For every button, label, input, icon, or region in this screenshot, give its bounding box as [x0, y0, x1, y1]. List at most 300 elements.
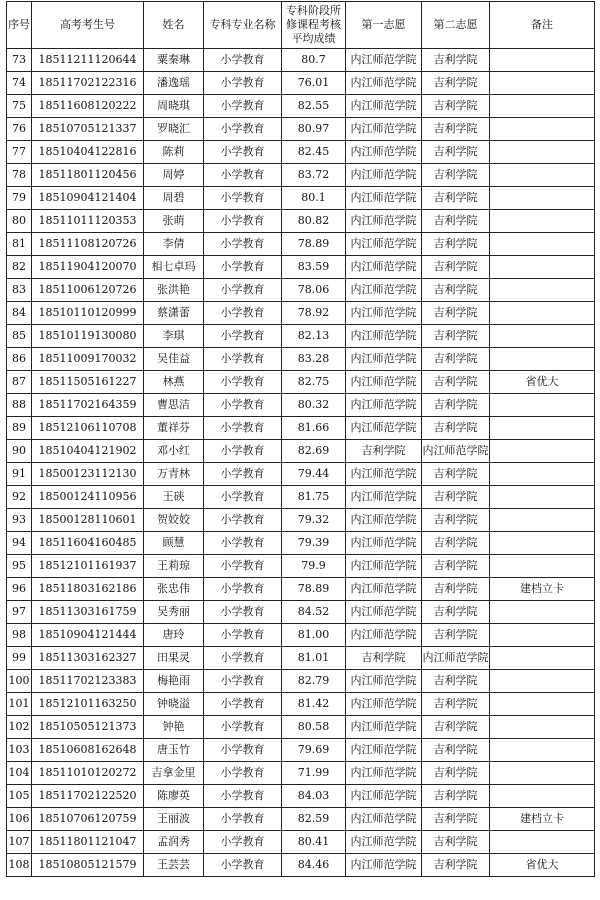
cell-score: 80.58 [282, 716, 346, 739]
cell-remark [490, 210, 595, 233]
cell-major: 小学教育 [204, 440, 282, 463]
cell-second-choice: 吉利学院 [422, 762, 490, 785]
cell-name: 李琪 [144, 325, 204, 348]
cell-second-choice: 内江师范学院 [422, 647, 490, 670]
cell-second-choice: 吉利学院 [422, 233, 490, 256]
cell-exam-no: 18511803162186 [32, 578, 144, 601]
cell-remark [490, 647, 595, 670]
table-row [7, 624, 595, 647]
table-row [7, 72, 595, 95]
cell-second-choice: 吉利学院 [422, 854, 490, 877]
cell-exam-no: 18511006120726 [32, 279, 144, 302]
cell-second-choice: 吉利学院 [422, 716, 490, 739]
cell-exam-no: 18511801121047 [32, 831, 144, 854]
cell-second-choice: 吉利学院 [422, 555, 490, 578]
cell-second-choice: 吉利学院 [422, 141, 490, 164]
cell-seq: 86 [7, 348, 32, 371]
cell-score: 80.82 [282, 210, 346, 233]
cell-score: 82.13 [282, 325, 346, 348]
cell-major: 小学教育 [204, 854, 282, 877]
table-row [7, 831, 595, 854]
cell-score: 78.89 [282, 233, 346, 256]
cell-exam-no: 18512101161937 [32, 555, 144, 578]
cell-remark [490, 601, 595, 624]
cell-first-choice: 内江师范学院 [346, 233, 422, 256]
cell-second-choice: 吉利学院 [422, 210, 490, 233]
cell-score: 79.69 [282, 739, 346, 762]
cell-major: 小学教育 [204, 118, 282, 141]
cell-first-choice: 吉利学院 [346, 440, 422, 463]
cell-name: 相七卓玛 [144, 256, 204, 279]
header-row [7, 2, 595, 49]
cell-seq: 99 [7, 647, 32, 670]
cell-seq: 108 [7, 854, 32, 877]
cell-seq: 75 [7, 95, 32, 118]
cell-second-choice: 吉利学院 [422, 463, 490, 486]
cell-score: 82.59 [282, 808, 346, 831]
table-row [7, 210, 595, 233]
cell-remark [490, 693, 595, 716]
table-row [7, 233, 595, 256]
cell-remark [490, 256, 595, 279]
cell-name: 梅艳雨 [144, 670, 204, 693]
cell-exam-no: 18511011120353 [32, 210, 144, 233]
cell-major: 小学教育 [204, 394, 282, 417]
cell-first-choice: 内江师范学院 [346, 72, 422, 95]
cell-second-choice: 吉利学院 [422, 509, 490, 532]
cell-first-choice: 内江师范学院 [346, 95, 422, 118]
cell-seq: 103 [7, 739, 32, 762]
cell-name: 张忠伟 [144, 578, 204, 601]
cell-major: 小学教育 [204, 693, 282, 716]
table-row [7, 49, 595, 72]
cell-seq: 76 [7, 118, 32, 141]
table-row [7, 348, 595, 371]
cell-major: 小学教育 [204, 187, 282, 210]
cell-exam-no: 18512101163250 [32, 693, 144, 716]
cell-seq: 101 [7, 693, 32, 716]
cell-name: 王莉琼 [144, 555, 204, 578]
cell-remark [490, 49, 595, 72]
cell-name: 孟润秀 [144, 831, 204, 854]
cell-major: 小学教育 [204, 739, 282, 762]
cell-remark: 建档立卡 [490, 808, 595, 831]
cell-major: 小学教育 [204, 624, 282, 647]
cell-score: 78.89 [282, 578, 346, 601]
cell-seq: 104 [7, 762, 32, 785]
cell-seq: 100 [7, 670, 32, 693]
cell-second-choice: 内江师范学院 [422, 440, 490, 463]
table-row [7, 785, 595, 808]
cell-name: 吴秀丽 [144, 601, 204, 624]
admission-table [6, 1, 595, 877]
cell-seq: 90 [7, 440, 32, 463]
cell-seq: 97 [7, 601, 32, 624]
header-major: 专科专业名称 [204, 2, 282, 49]
cell-major: 小学教育 [204, 325, 282, 348]
header-second-choice: 第二志愿 [422, 2, 490, 49]
cell-score: 83.72 [282, 164, 346, 187]
cell-second-choice: 吉利学院 [422, 256, 490, 279]
cell-major: 小学教育 [204, 670, 282, 693]
cell-first-choice: 内江师范学院 [346, 739, 422, 762]
cell-first-choice: 内江师范学院 [346, 785, 422, 808]
cell-exam-no: 18511303161759 [32, 601, 144, 624]
cell-major: 小学教育 [204, 210, 282, 233]
cell-major: 小学教育 [204, 532, 282, 555]
cell-first-choice: 内江师范学院 [346, 486, 422, 509]
cell-remark [490, 463, 595, 486]
cell-second-choice: 吉利学院 [422, 302, 490, 325]
cell-score: 84.46 [282, 854, 346, 877]
cell-seq: 78 [7, 164, 32, 187]
table-row [7, 463, 595, 486]
cell-exam-no: 18510110120999 [32, 302, 144, 325]
table-row [7, 95, 595, 118]
cell-remark [490, 831, 595, 854]
cell-name: 王芸芸 [144, 854, 204, 877]
cell-remark [490, 532, 595, 555]
cell-score: 84.03 [282, 785, 346, 808]
cell-score: 80.97 [282, 118, 346, 141]
cell-remark: 省优大 [490, 371, 595, 394]
cell-remark [490, 716, 595, 739]
cell-exam-no: 18512106110708 [32, 417, 144, 440]
cell-name: 曹思洁 [144, 394, 204, 417]
cell-name: 林燕 [144, 371, 204, 394]
cell-score: 79.9 [282, 555, 346, 578]
cell-first-choice: 内江师范学院 [346, 854, 422, 877]
cell-exam-no: 18511604160485 [32, 532, 144, 555]
cell-second-choice: 吉利学院 [422, 279, 490, 302]
cell-exam-no: 18511702164359 [32, 394, 144, 417]
cell-first-choice: 内江师范学院 [346, 555, 422, 578]
cell-seq: 79 [7, 187, 32, 210]
table-row [7, 302, 595, 325]
cell-second-choice: 吉利学院 [422, 670, 490, 693]
cell-seq: 94 [7, 532, 32, 555]
cell-second-choice: 吉利学院 [422, 371, 490, 394]
cell-second-choice: 吉利学院 [422, 164, 490, 187]
cell-second-choice: 吉利学院 [422, 785, 490, 808]
cell-remark [490, 555, 595, 578]
cell-seq: 95 [7, 555, 32, 578]
cell-name: 吴佳益 [144, 348, 204, 371]
cell-exam-no: 18511702123383 [32, 670, 144, 693]
cell-seq: 85 [7, 325, 32, 348]
cell-remark [490, 624, 595, 647]
cell-second-choice: 吉利学院 [422, 325, 490, 348]
cell-score: 78.92 [282, 302, 346, 325]
cell-second-choice: 吉利学院 [422, 348, 490, 371]
cell-seq: 93 [7, 509, 32, 532]
cell-seq: 88 [7, 394, 32, 417]
cell-exam-no: 18511505161227 [32, 371, 144, 394]
table-row [7, 854, 595, 877]
cell-major: 小学教育 [204, 716, 282, 739]
cell-first-choice: 吉利学院 [346, 647, 422, 670]
cell-remark [490, 118, 595, 141]
cell-remark [490, 233, 595, 256]
cell-seq: 77 [7, 141, 32, 164]
cell-remark [490, 486, 595, 509]
cell-second-choice: 吉利学院 [422, 95, 490, 118]
cell-major: 小学教育 [204, 72, 282, 95]
cell-second-choice: 吉利学院 [422, 808, 490, 831]
cell-first-choice: 内江师范学院 [346, 210, 422, 233]
cell-second-choice: 吉利学院 [422, 532, 490, 555]
cell-score: 81.75 [282, 486, 346, 509]
cell-remark [490, 785, 595, 808]
cell-first-choice: 内江师范学院 [346, 302, 422, 325]
cell-remark [490, 417, 595, 440]
cell-first-choice: 内江师范学院 [346, 394, 422, 417]
cell-remark [490, 739, 595, 762]
cell-exam-no: 18511303162327 [32, 647, 144, 670]
cell-name: 周婷 [144, 164, 204, 187]
cell-first-choice: 内江师范学院 [346, 808, 422, 831]
cell-exam-no: 18510404121902 [32, 440, 144, 463]
cell-exam-no: 18510706120759 [32, 808, 144, 831]
cell-first-choice: 内江师范学院 [346, 417, 422, 440]
cell-remark: 省优大 [490, 854, 595, 877]
table-row [7, 578, 595, 601]
cell-score: 82.55 [282, 95, 346, 118]
cell-remark: 建档立卡 [490, 578, 595, 601]
cell-seq: 89 [7, 417, 32, 440]
cell-seq: 84 [7, 302, 32, 325]
table-row [7, 394, 595, 417]
cell-exam-no: 18500128110601 [32, 509, 144, 532]
cell-name: 吉拿金里 [144, 762, 204, 785]
cell-first-choice: 内江师范学院 [346, 187, 422, 210]
table-row [7, 509, 595, 532]
cell-first-choice: 内江师范学院 [346, 670, 422, 693]
cell-major: 小学教育 [204, 486, 282, 509]
cell-seq: 107 [7, 831, 32, 854]
cell-exam-no: 18511608120222 [32, 95, 144, 118]
header-name: 姓名 [144, 2, 204, 49]
cell-name: 董祥芬 [144, 417, 204, 440]
cell-remark [490, 325, 595, 348]
cell-name: 邓小红 [144, 440, 204, 463]
cell-remark [490, 440, 595, 463]
cell-name: 潘逸瑶 [144, 72, 204, 95]
cell-score: 79.39 [282, 532, 346, 555]
cell-second-choice: 吉利学院 [422, 486, 490, 509]
table-row [7, 279, 595, 302]
cell-name: 贺姣姣 [144, 509, 204, 532]
cell-second-choice: 吉利学院 [422, 49, 490, 72]
cell-name: 张萌 [144, 210, 204, 233]
cell-first-choice: 内江师范学院 [346, 371, 422, 394]
cell-remark [490, 164, 595, 187]
table-row [7, 808, 595, 831]
cell-seq: 73 [7, 49, 32, 72]
cell-exam-no: 18510705121337 [32, 118, 144, 141]
cell-first-choice: 内江师范学院 [346, 578, 422, 601]
cell-seq: 106 [7, 808, 32, 831]
cell-second-choice: 吉利学院 [422, 394, 490, 417]
cell-score: 79.44 [282, 463, 346, 486]
cell-seq: 82 [7, 256, 32, 279]
cell-major: 小学教育 [204, 762, 282, 785]
cell-name: 陈廖英 [144, 785, 204, 808]
table-row [7, 647, 595, 670]
cell-first-choice: 内江师范学院 [346, 831, 422, 854]
cell-first-choice: 内江师范学院 [346, 348, 422, 371]
cell-score: 83.59 [282, 256, 346, 279]
cell-major: 小学教育 [204, 808, 282, 831]
cell-remark [490, 279, 595, 302]
cell-name: 唐玉竹 [144, 739, 204, 762]
header-exam-no: 高考考生号 [32, 2, 144, 49]
cell-score: 80.7 [282, 49, 346, 72]
cell-name: 李倩 [144, 233, 204, 256]
cell-seq: 91 [7, 463, 32, 486]
cell-remark [490, 187, 595, 210]
cell-seq: 96 [7, 578, 32, 601]
table-body [7, 49, 595, 877]
cell-remark [490, 302, 595, 325]
cell-major: 小学教育 [204, 371, 282, 394]
cell-exam-no: 18510904121404 [32, 187, 144, 210]
cell-exam-no: 18510404122816 [32, 141, 144, 164]
cell-exam-no: 18511801120456 [32, 164, 144, 187]
cell-score: 80.1 [282, 187, 346, 210]
cell-name: 周晓琪 [144, 95, 204, 118]
cell-exam-no: 18500123112130 [32, 463, 144, 486]
cell-first-choice: 内江师范学院 [346, 532, 422, 555]
table-row [7, 164, 595, 187]
cell-first-choice: 内江师范学院 [346, 716, 422, 739]
cell-exam-no: 18510805121579 [32, 854, 144, 877]
cell-major: 小学教育 [204, 647, 282, 670]
table-row [7, 417, 595, 440]
table-row [7, 555, 595, 578]
cell-major: 小学教育 [204, 95, 282, 118]
cell-major: 小学教育 [204, 831, 282, 854]
cell-second-choice: 吉利学院 [422, 739, 490, 762]
cell-score: 81.00 [282, 624, 346, 647]
cell-exam-no: 18511009170032 [32, 348, 144, 371]
cell-exam-no: 18511702122520 [32, 785, 144, 808]
cell-score: 84.52 [282, 601, 346, 624]
cell-major: 小学教育 [204, 555, 282, 578]
cell-first-choice: 内江师范学院 [346, 693, 422, 716]
cell-remark [490, 95, 595, 118]
cell-major: 小学教育 [204, 279, 282, 302]
cell-score: 80.41 [282, 831, 346, 854]
header-score: 专科阶段所修课程考核平均成绩 [282, 2, 346, 49]
table-row [7, 601, 595, 624]
cell-seq: 102 [7, 716, 32, 739]
cell-major: 小学教育 [204, 785, 282, 808]
cell-score: 83.28 [282, 348, 346, 371]
cell-name: 田果灵 [144, 647, 204, 670]
cell-second-choice: 吉利学院 [422, 187, 490, 210]
cell-major: 小学教育 [204, 302, 282, 325]
cell-score: 81.66 [282, 417, 346, 440]
cell-exam-no: 18510505121373 [32, 716, 144, 739]
cell-seq: 74 [7, 72, 32, 95]
cell-first-choice: 内江师范学院 [346, 762, 422, 785]
table-row [7, 118, 595, 141]
cell-first-choice: 内江师范学院 [346, 325, 422, 348]
cell-seq: 87 [7, 371, 32, 394]
cell-name: 王硖 [144, 486, 204, 509]
cell-name: 唐玲 [144, 624, 204, 647]
cell-name: 周碧 [144, 187, 204, 210]
cell-major: 小学教育 [204, 233, 282, 256]
cell-second-choice: 吉利学院 [422, 118, 490, 141]
cell-second-choice: 吉利学院 [422, 72, 490, 95]
cell-major: 小学教育 [204, 601, 282, 624]
cell-first-choice: 内江师范学院 [346, 463, 422, 486]
cell-major: 小学教育 [204, 463, 282, 486]
cell-score: 82.79 [282, 670, 346, 693]
cell-score: 76.01 [282, 72, 346, 95]
cell-score: 79.32 [282, 509, 346, 532]
cell-major: 小学教育 [204, 49, 282, 72]
cell-first-choice: 内江师范学院 [346, 118, 422, 141]
cell-score: 82.45 [282, 141, 346, 164]
cell-name: 粟秦琳 [144, 49, 204, 72]
header-first-choice: 第一志愿 [346, 2, 422, 49]
table-row [7, 670, 595, 693]
cell-second-choice: 吉利学院 [422, 624, 490, 647]
cell-remark [490, 348, 595, 371]
cell-name: 陈莉 [144, 141, 204, 164]
table-row [7, 440, 595, 463]
cell-exam-no: 18510904121444 [32, 624, 144, 647]
cell-seq: 83 [7, 279, 32, 302]
cell-exam-no: 18511010120272 [32, 762, 144, 785]
cell-exam-no: 18510608162648 [32, 739, 144, 762]
cell-seq: 105 [7, 785, 32, 808]
header-seq: 序号 [7, 2, 32, 49]
table-row [7, 256, 595, 279]
table-row [7, 141, 595, 164]
cell-major: 小学教育 [204, 348, 282, 371]
cell-exam-no: 18500124110956 [32, 486, 144, 509]
table-row [7, 739, 595, 762]
cell-seq: 81 [7, 233, 32, 256]
cell-major: 小学教育 [204, 509, 282, 532]
cell-major: 小学教育 [204, 417, 282, 440]
cell-first-choice: 内江师范学院 [346, 164, 422, 187]
cell-name: 钟晓溢 [144, 693, 204, 716]
cell-score: 81.42 [282, 693, 346, 716]
cell-exam-no: 18511211120644 [32, 49, 144, 72]
cell-remark [490, 141, 595, 164]
cell-first-choice: 内江师范学院 [346, 141, 422, 164]
table-row [7, 187, 595, 210]
cell-second-choice: 吉利学院 [422, 693, 490, 716]
cell-exam-no: 18510119130080 [32, 325, 144, 348]
cell-remark [490, 509, 595, 532]
cell-name: 王丽波 [144, 808, 204, 831]
table-row [7, 371, 595, 394]
cell-first-choice: 内江师范学院 [346, 256, 422, 279]
cell-remark [490, 72, 595, 95]
cell-name: 钟艳 [144, 716, 204, 739]
cell-exam-no: 18511108120726 [32, 233, 144, 256]
cell-seq: 98 [7, 624, 32, 647]
cell-second-choice: 吉利学院 [422, 831, 490, 854]
cell-first-choice: 内江师范学院 [346, 509, 422, 532]
cell-score: 82.69 [282, 440, 346, 463]
